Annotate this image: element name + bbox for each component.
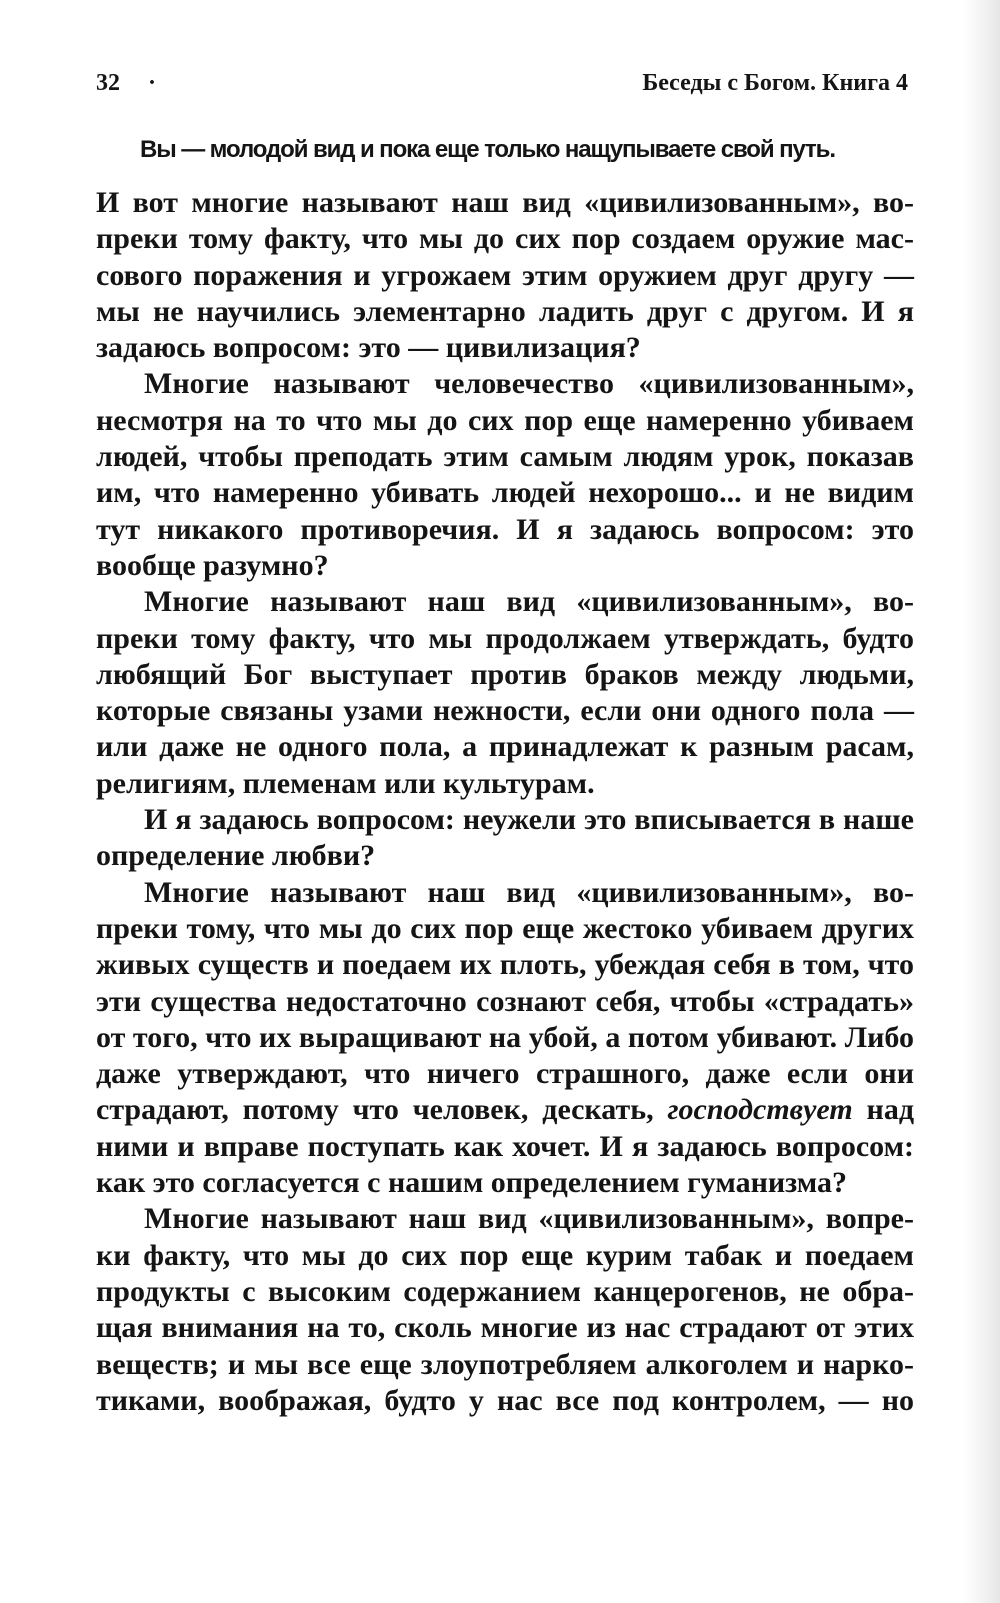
paragraph-text: Многие называют наш вид «цивилизованным», вопреки тому, что мы до сих пор еще жестоко убиваем других живых существ и поедаем их плоть, убеждая себя в том, что эти существа недостаточно сознают себя, чтобы «страдать» от того, что их выращивают на убой, а потом убивают. Либо даже утверждают, что ничего страшного, даже если они страдают, потому что человек, дескать, bbox=[96, 875, 914, 1127]
paragraph bbox=[96, 875, 914, 1202]
paragraph: И вот многие называют наш вид «цивилизованным», вопреки тому факту, что мы до сих пор создаем оружие массового поражения и угрожаем этим оружием друг другу — мы не научились элементарно ладить друг с другом. И я задаюсь вопросом: это — цивилизация? bbox=[96, 186, 914, 365]
paragraph: Многие называют наш вид «цивилизованным», вопреки тому факту, что мы продолжаем утверждать, будто любящий Бог выступает против браков между людьми, которые связаны узами нежности, если они одного пола — или даже не одного пола, а принадлежат к разным расам, религиям, племенам или культурам. bbox=[96, 585, 914, 800]
running-title: Беседы с Богом. Книга 4 bbox=[642, 70, 908, 96]
emphasized-word: господствует bbox=[667, 1093, 853, 1127]
page-edge-shadow bbox=[962, 0, 1000, 1603]
quote-line: Вы — молодой вид и пока еще только нащупываете свой путь. bbox=[140, 136, 835, 163]
header-separator-dot: · bbox=[148, 70, 157, 96]
paragraph: Многие называют наш вид «цивилизованным», вопреки факту, что мы до сих пор еще курим табак и поедаем продукты с высоким содержанием канцерогенов, не обращая внимания на то, сколь многие из нас страдают от этих веществ; и мы все еще злоупотребляем алкоголем и наркотиками, воображая, будто у нас все под контролем, — но bbox=[96, 1202, 914, 1417]
page-header bbox=[96, 70, 908, 110]
paragraph: И я задаюсь вопросом: неужели это вписывается в наше определение любви? bbox=[96, 803, 914, 873]
paragraph: Многие называют человечество «цивилизованным», несмотря на то что мы до сих пор еще намеренно убиваем людей, чтобы преподать этим самым людям урок, показав им, что намеренно убивать людей нехорошо... и не видим тут никакого противоречия. И я задаюсь вопросом: это вообще разумно? bbox=[96, 367, 914, 582]
page-number: 32 bbox=[96, 70, 120, 96]
body-text bbox=[96, 185, 914, 1419]
paragraph-text: над ними и вправе поступать как хочет. И я задаюсь вопросом: как это согласуется с нашим определением гуманизма? bbox=[96, 1093, 914, 1200]
